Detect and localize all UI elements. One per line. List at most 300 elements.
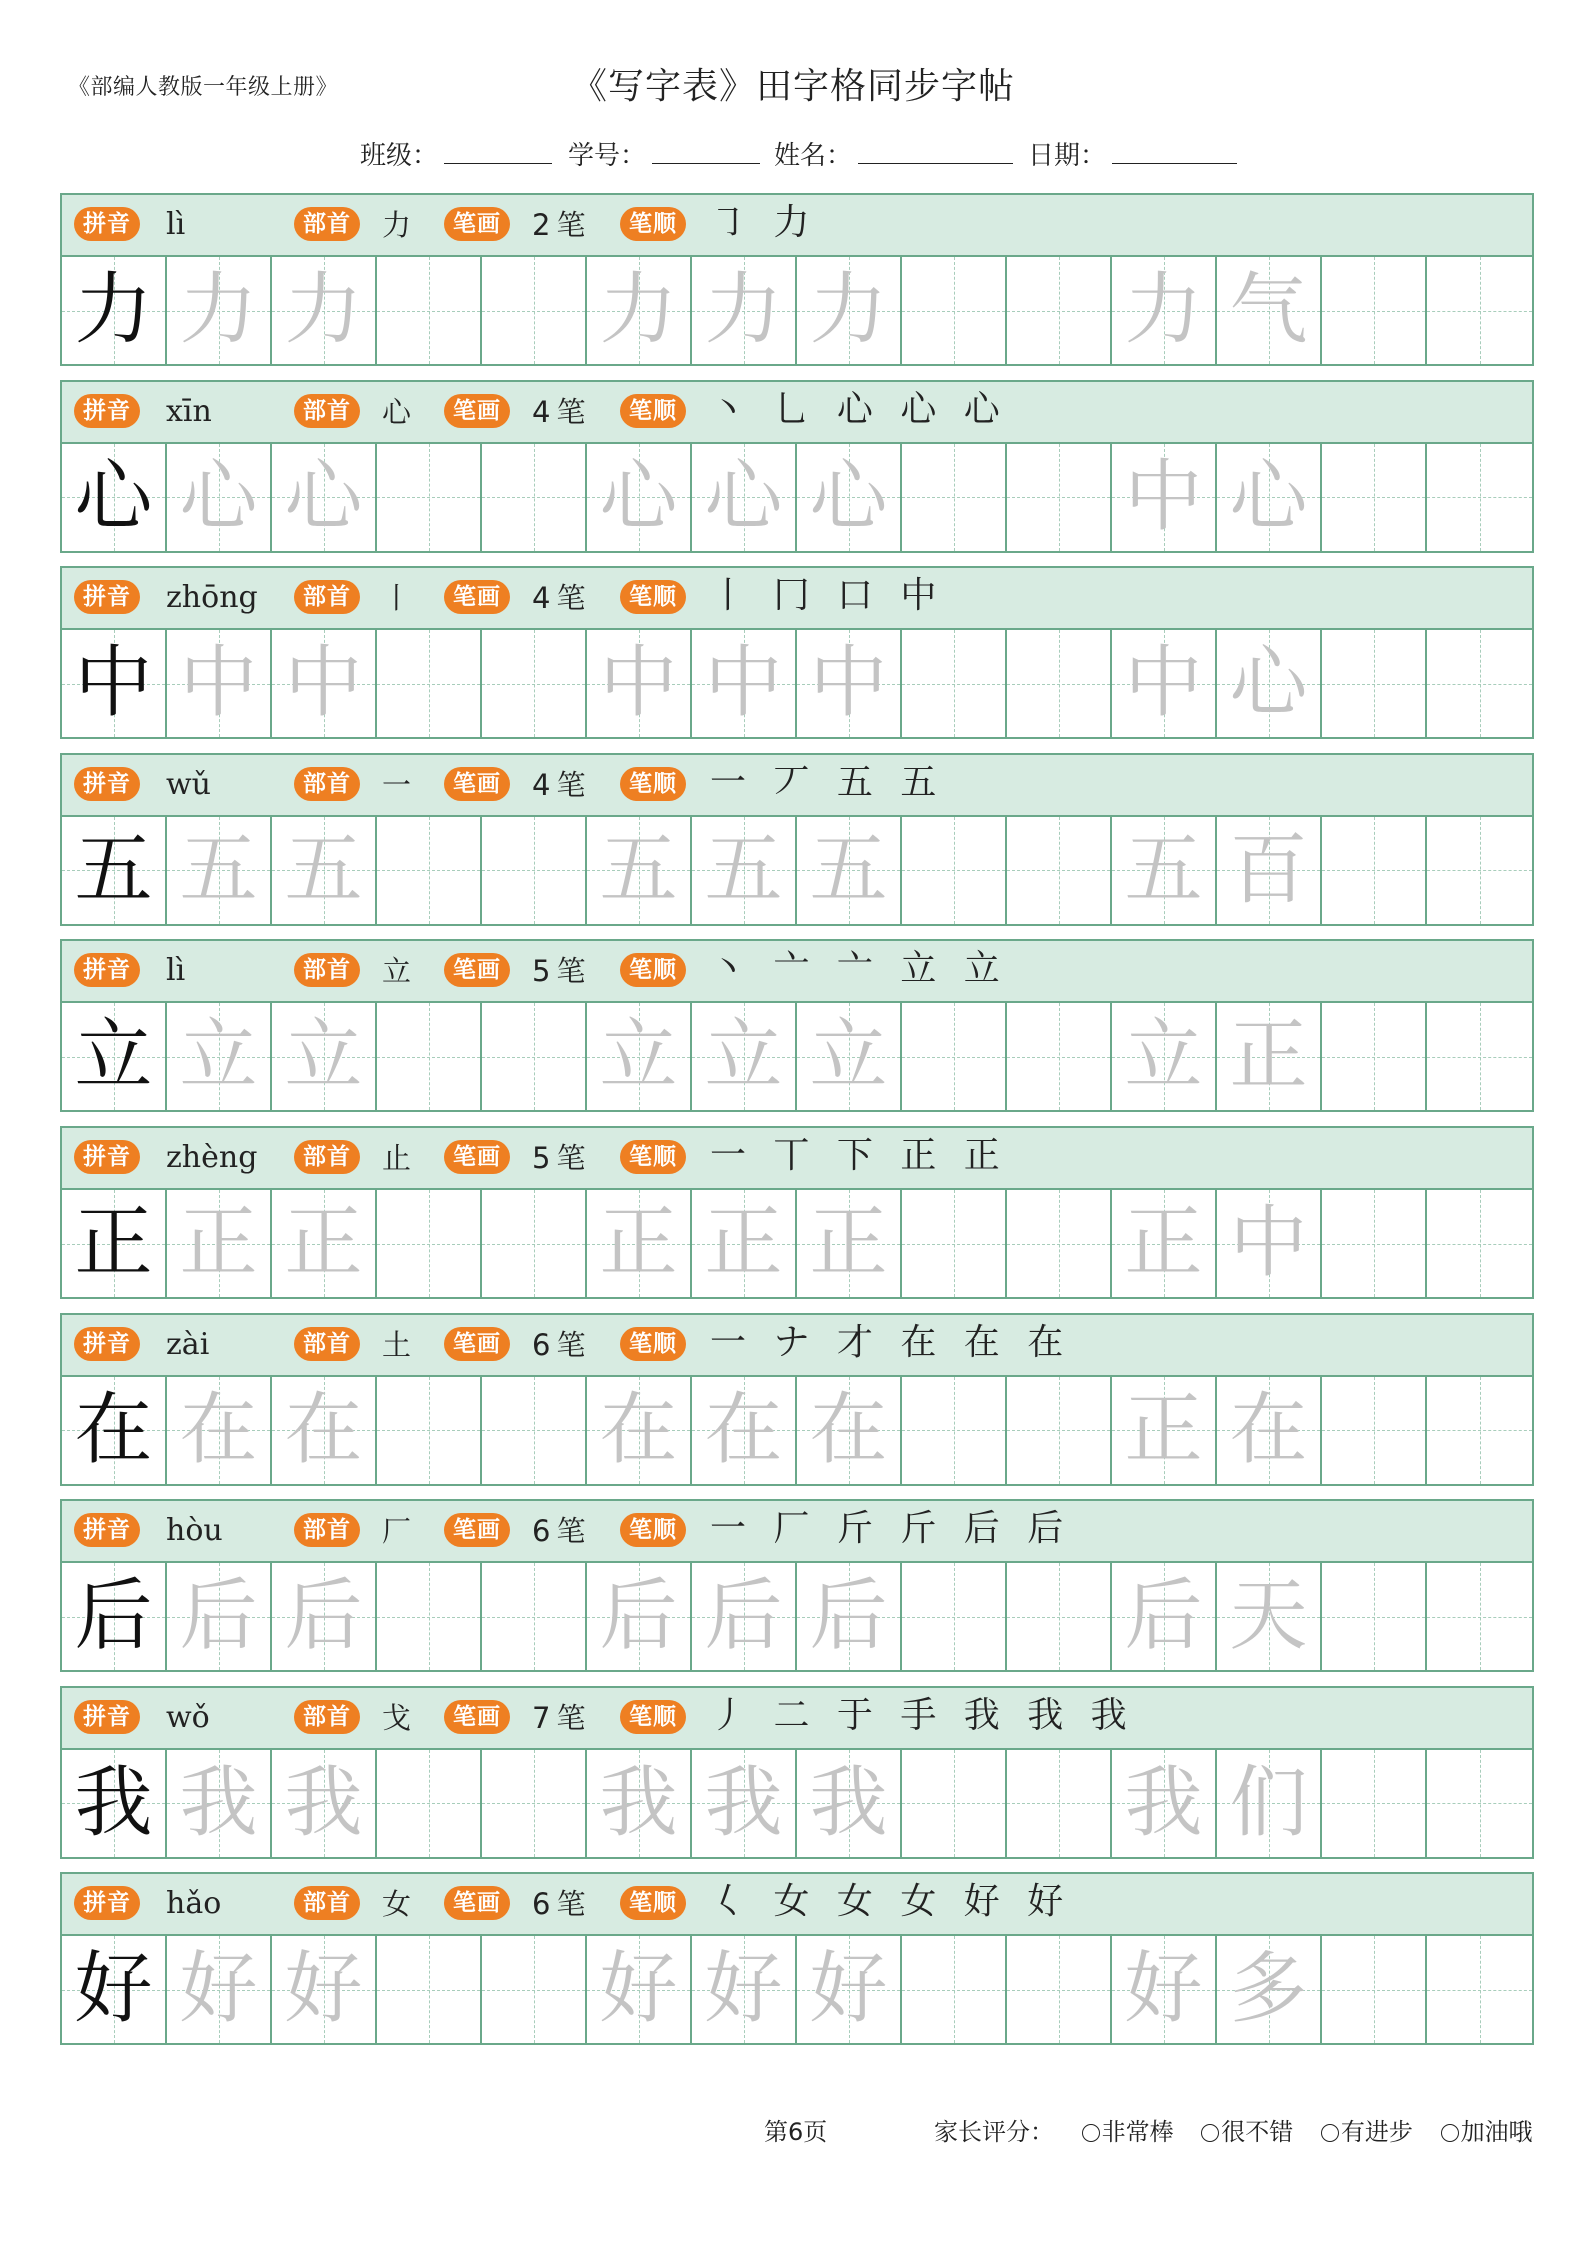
tianzige-cell[interactable] [377, 257, 482, 364]
tianzige-cell[interactable] [797, 1750, 902, 1857]
model-character: 立 [74, 1011, 153, 1102]
tianzige-cell[interactable] [167, 817, 272, 924]
tianzige-cell[interactable] [167, 1936, 272, 2043]
tianzige-cell[interactable] [482, 257, 587, 364]
trace-character: 在 [599, 1384, 678, 1475]
practice-block [60, 1126, 1534, 1299]
tianzige-cell[interactable] [587, 444, 692, 551]
class-field[interactable] [360, 135, 552, 172]
tianzige-cell[interactable] [1112, 1190, 1217, 1297]
tianzige-cell[interactable] [1217, 257, 1322, 364]
stroke-order-sequence: 一 丆 五 五 [710, 761, 945, 803]
tianzige-cell[interactable] [1007, 630, 1112, 737]
radical-value: 止 [382, 1141, 412, 1175]
radical-value: 丨 [382, 581, 412, 616]
radical-value: 立 [382, 954, 412, 989]
tianzige-cell[interactable] [1007, 1003, 1112, 1110]
tianzige-cell[interactable] [587, 1936, 692, 2043]
tianzige-cell[interactable] [62, 1936, 167, 2043]
tianzige-cell[interactable] [587, 1190, 692, 1297]
char-info-bar [62, 1501, 1532, 1563]
tianzige-cell[interactable] [692, 630, 797, 737]
stroke-count [532, 1699, 585, 1737]
pinyin-value: zhèng [166, 1140, 258, 1175]
tianzige-cell[interactable] [1427, 817, 1532, 924]
compare-character: 正 [1229, 1011, 1308, 1102]
tianzige-cell[interactable] [377, 1750, 482, 1857]
tianzige-cell[interactable] [167, 257, 272, 364]
guide-line-horizontal [482, 684, 585, 685]
stroke-count-unit: 笔 [556, 954, 586, 989]
stroke-count-value: 2 [532, 208, 551, 242]
stroke-count-tag: 笔画 [444, 767, 510, 801]
guide-line-horizontal [377, 870, 480, 871]
trace-character: 力 [599, 265, 678, 355]
pinyin-tag: 拼音 [74, 1140, 140, 1174]
guide-line-horizontal [1322, 1803, 1425, 1804]
trace-character: 力 [284, 265, 363, 355]
pinyin-value: wǒ [166, 1699, 210, 1735]
pinyin-tag: 拼音 [74, 953, 140, 987]
trace-character: 后 [284, 1571, 363, 1662]
tianzige-cell[interactable] [902, 444, 1007, 551]
radical-value: 心 [382, 394, 412, 429]
tianzige-cell[interactable] [1112, 1750, 1217, 1857]
parent-score-label: 家长评分： [934, 2118, 1054, 2146]
date-blank[interactable] [1112, 141, 1237, 164]
guide-line-horizontal [1427, 311, 1532, 312]
trace-character: 立 [809, 1011, 888, 1102]
guide-line-horizontal [1007, 1244, 1110, 1245]
pinyin-tag: 拼音 [74, 207, 140, 241]
tianzige-cell[interactable] [377, 444, 482, 551]
guide-line-horizontal [377, 1617, 480, 1618]
tianzige-cell[interactable] [377, 1377, 482, 1484]
char-info-bar [62, 568, 1532, 630]
tianzige-cell[interactable] [377, 1003, 482, 1110]
trace-character: 我 [284, 1757, 363, 1848]
tianzige-cell[interactable] [1007, 1936, 1112, 2043]
tianzige-cell[interactable] [1322, 444, 1427, 551]
tianzige-cell[interactable] [902, 1377, 1007, 1484]
stroke-order-tag: 笔顺 [620, 953, 686, 987]
char-info-bar [62, 1128, 1532, 1190]
tianzige-cell[interactable] [692, 1563, 797, 1670]
tianzige-cell[interactable] [692, 1936, 797, 2043]
trace-character: 后 [179, 1571, 258, 1662]
guide-line-horizontal [902, 684, 1005, 685]
tianzige-cell[interactable] [692, 444, 797, 551]
parent-score [934, 2112, 1533, 2147]
tianzige-cell[interactable] [1427, 1563, 1532, 1670]
tianzige-cell[interactable] [1322, 1750, 1427, 1857]
tianzige-cell[interactable] [1427, 1936, 1532, 2043]
score-option-keep-going[interactable] [1441, 2112, 1533, 2147]
tianzige-cell[interactable] [1217, 630, 1322, 737]
char-info-bar [62, 1688, 1532, 1750]
tianzige-cell[interactable] [1217, 1003, 1322, 1110]
trace-character: 立 [704, 1011, 783, 1102]
tianzige-cell[interactable] [1427, 630, 1532, 737]
guide-line-horizontal [377, 1990, 480, 1991]
tianzige-cell[interactable] [167, 1750, 272, 1857]
tianzige-cell[interactable] [587, 1563, 692, 1670]
tianzige-cell[interactable] [1007, 1190, 1112, 1297]
guide-line-horizontal [377, 1803, 480, 1804]
char-info-bar [62, 1874, 1532, 1936]
tianzige-cell[interactable] [1007, 444, 1112, 551]
guide-line-horizontal [1427, 870, 1532, 871]
guide-line-horizontal [1427, 1244, 1532, 1245]
tianzige-cell[interactable] [272, 1190, 377, 1297]
tianzige-cell[interactable] [1217, 1377, 1322, 1484]
tianzige-cell[interactable] [1217, 1563, 1322, 1670]
tianzige-cell[interactable] [797, 1377, 902, 1484]
trace-character: 五 [284, 824, 363, 915]
practice-block [60, 939, 1534, 1112]
guide-line-horizontal [482, 1057, 585, 1058]
compare-character: 心 [1229, 638, 1308, 729]
stroke-count-value: 6 [532, 1887, 551, 1922]
tianzige-cell[interactable] [482, 1003, 587, 1110]
compare-character: 气 [1229, 265, 1308, 355]
tianzige-cell[interactable] [902, 1750, 1007, 1857]
tianzige-cell[interactable] [482, 1563, 587, 1670]
stroke-count-value: 4 [532, 581, 551, 616]
tianzige-cell[interactable] [1112, 1377, 1217, 1484]
tianzige-cell[interactable] [377, 1936, 482, 2043]
stroke-count [532, 1326, 585, 1364]
student-number-blank[interactable] [652, 141, 760, 164]
stroke-order-sequence: 𡿨 女 女 女 好 好 [710, 1881, 1072, 1923]
tianzige-cell[interactable] [62, 1750, 167, 1857]
trace-character: 我 [809, 1757, 888, 1848]
stroke-order-tag: 笔顺 [620, 207, 686, 241]
date-field[interactable] [1028, 135, 1237, 172]
tianzige-cell[interactable] [692, 1377, 797, 1484]
trace-character: 在 [809, 1384, 888, 1475]
tianzige-cell[interactable] [1112, 1003, 1217, 1110]
guide-line-horizontal [377, 497, 480, 498]
guide-line-horizontal [1322, 1057, 1425, 1058]
stroke-order-sequence: 一 ナ 才 在 在 在 [710, 1321, 1072, 1363]
tianzige-cell[interactable] [482, 1377, 587, 1484]
tianzige-cell[interactable] [902, 630, 1007, 737]
trace-character: 我 [599, 1757, 678, 1848]
tianzige-cell[interactable] [482, 630, 587, 737]
tianzige-cell[interactable] [62, 1003, 167, 1110]
stroke-count-tag: 笔画 [444, 953, 510, 987]
stroke-count-unit: 笔 [556, 208, 586, 242]
tianzige-cell[interactable] [1427, 1190, 1532, 1297]
tianzige-cell[interactable] [902, 817, 1007, 924]
tianzige-cell[interactable] [62, 1190, 167, 1297]
tianzige-cell[interactable] [1217, 1936, 1322, 2043]
tianzige-cell[interactable] [1217, 1190, 1322, 1297]
score-option-progress[interactable] [1321, 2112, 1413, 2147]
trace-character: 正 [809, 1198, 888, 1288]
radical-tag: 部首 [294, 1140, 360, 1174]
radio-circle-icon[interactable] [1321, 2124, 1339, 2142]
guide-line-horizontal [1322, 870, 1425, 871]
tianzige-cell[interactable] [377, 1563, 482, 1670]
stroke-order-sequence: 一 厂 斤 斤 后 后 [710, 1508, 1072, 1550]
guide-line-horizontal [1007, 1990, 1110, 1991]
tianzige-cell[interactable] [167, 1377, 272, 1484]
tianzige-grid [62, 1563, 1532, 1670]
guide-line-horizontal [1427, 1057, 1532, 1058]
stroke-order-tag: 笔顺 [620, 1886, 686, 1920]
stroke-order-sequence: 丨 冂 口 中 [710, 575, 945, 617]
tianzige-cell[interactable] [1322, 630, 1427, 737]
guide-line-horizontal [902, 1990, 1005, 1991]
tianzige-cell[interactable] [1322, 1003, 1427, 1110]
trace-character: 心 [809, 451, 888, 542]
tianzige-cell[interactable] [902, 1003, 1007, 1110]
radical-value: 土 [382, 1327, 412, 1362]
stroke-count-tag: 笔画 [444, 394, 510, 428]
radical-tag: 部首 [294, 580, 360, 614]
tianzige-cell[interactable] [797, 1563, 902, 1670]
model-character: 后 [74, 1571, 153, 1662]
stroke-count-tag: 笔画 [444, 580, 510, 614]
tianzige-cell[interactable] [587, 817, 692, 924]
radical-tag: 部首 [294, 1886, 360, 1920]
tianzige-cell[interactable] [272, 1563, 377, 1670]
tianzige-cell[interactable] [692, 817, 797, 924]
radio-circle-icon[interactable] [1201, 2124, 1219, 2142]
tianzige-cell[interactable] [1007, 1750, 1112, 1857]
tianzige-cell[interactable] [1427, 257, 1532, 364]
tianzige-cell[interactable] [482, 1750, 587, 1857]
stroke-count [532, 1139, 585, 1177]
char-info-bar [62, 941, 1532, 1003]
trace-character: 在 [704, 1384, 783, 1475]
tianzige-cell[interactable] [587, 1377, 692, 1484]
tianzige-cell[interactable] [1217, 1750, 1322, 1857]
tianzige-cell[interactable] [1112, 257, 1217, 364]
tianzige-cell[interactable] [902, 1190, 1007, 1297]
trace-character: 心 [179, 451, 258, 542]
tianzige-cell[interactable] [692, 1750, 797, 1857]
trace-character: 立 [284, 1011, 363, 1102]
class-blank[interactable] [444, 141, 552, 164]
guide-line-horizontal [1007, 311, 1110, 312]
practice-block [60, 566, 1534, 739]
tianzige-cell[interactable] [1112, 444, 1217, 551]
guide-line-horizontal [482, 1617, 585, 1618]
char-info-bar [62, 1315, 1532, 1377]
stroke-count [532, 393, 585, 431]
stroke-order-tag: 笔顺 [620, 1327, 686, 1361]
tianzige-cell[interactable] [797, 1190, 902, 1297]
trace-character: 中 [809, 638, 888, 729]
tianzige-cell[interactable] [1322, 1377, 1427, 1484]
model-character: 力 [74, 265, 153, 355]
tianzige-cell[interactable] [1427, 1003, 1532, 1110]
tianzige-cell[interactable] [902, 257, 1007, 364]
guide-line-horizontal [1427, 1803, 1532, 1804]
score-option-excellent[interactable] [1082, 2112, 1174, 2147]
trace-character: 立 [599, 1011, 678, 1102]
tianzige-cell[interactable] [1322, 257, 1427, 364]
tianzige-cell[interactable] [1112, 630, 1217, 737]
guide-line-horizontal [902, 497, 1005, 498]
tianzige-cell[interactable] [1322, 1563, 1427, 1670]
radical-tag: 部首 [294, 767, 360, 801]
pinyin-tag: 拼音 [74, 394, 140, 428]
tianzige-cell[interactable] [587, 1750, 692, 1857]
tianzige-cell[interactable] [62, 630, 167, 737]
radio-circle-icon[interactable] [1441, 2124, 1459, 2142]
tianzige-cell[interactable] [62, 444, 167, 551]
page-number: 第6页 [764, 2118, 828, 2146]
stroke-count-tag: 笔画 [444, 1327, 510, 1361]
tianzige-cell[interactable] [62, 1377, 167, 1484]
tianzige-cell[interactable] [902, 1563, 1007, 1670]
tianzige-cell[interactable] [272, 817, 377, 924]
tianzige-cell[interactable] [272, 1750, 377, 1857]
tianzige-cell[interactable] [272, 1003, 377, 1110]
tianzige-cell[interactable] [692, 1190, 797, 1297]
tianzige-cell[interactable] [1322, 1936, 1427, 2043]
stroke-count [532, 1885, 585, 1923]
tianzige-cell[interactable] [1007, 1563, 1112, 1670]
model-character: 在 [74, 1384, 153, 1475]
stroke-order-tag: 笔顺 [620, 394, 686, 428]
stroke-count-unit: 笔 [556, 1700, 586, 1735]
guide-line-horizontal [377, 684, 480, 685]
trace-character: 五 [179, 824, 258, 915]
tianzige-cell[interactable] [1322, 1190, 1427, 1297]
tianzige-cell[interactable] [1217, 444, 1322, 551]
char-info-bar [62, 755, 1532, 817]
tianzige-cell[interactable] [167, 1563, 272, 1670]
tianzige-cell[interactable] [1112, 1563, 1217, 1670]
tianzige-cell[interactable] [1427, 444, 1532, 551]
tianzige-cell[interactable] [797, 1003, 902, 1110]
compare-character: 中 [1124, 451, 1203, 542]
tianzige-cell[interactable] [167, 1003, 272, 1110]
tianzige-cell[interactable] [1007, 817, 1112, 924]
tianzige-cell[interactable] [272, 257, 377, 364]
guide-line-horizontal [1322, 684, 1425, 685]
tianzige-grid [62, 257, 1532, 364]
tianzige-cell[interactable] [62, 1563, 167, 1670]
tianzige-cell[interactable] [1427, 1377, 1532, 1484]
tianzige-cell[interactable] [482, 1936, 587, 2043]
tianzige-cell[interactable] [1112, 1936, 1217, 2043]
tianzige-cell[interactable] [167, 444, 272, 551]
stroke-count-tag: 笔画 [444, 1140, 510, 1174]
tianzige-cell[interactable] [167, 630, 272, 737]
tianzige-cell[interactable] [272, 1936, 377, 2043]
practice-block [60, 753, 1534, 926]
tianzige-cell[interactable] [1112, 817, 1217, 924]
tianzige-cell[interactable] [377, 817, 482, 924]
tianzige-cell[interactable] [482, 1190, 587, 1297]
tianzige-cell[interactable] [797, 444, 902, 551]
guide-line-horizontal [482, 1803, 585, 1804]
char-info-bar [62, 195, 1532, 257]
tianzige-cell[interactable] [1217, 817, 1322, 924]
trace-character: 正 [704, 1198, 783, 1288]
name-blank[interactable] [858, 141, 1013, 164]
radio-circle-icon[interactable] [1082, 2124, 1100, 2142]
tianzige-cell[interactable] [797, 257, 902, 364]
tianzige-cell[interactable] [587, 257, 692, 364]
tianzige-grid [62, 1003, 1532, 1110]
stroke-count-tag: 笔画 [444, 1700, 510, 1734]
stroke-count [532, 1512, 585, 1550]
guide-line-horizontal [482, 1430, 585, 1431]
pinyin-tag: 拼音 [74, 580, 140, 614]
tianzige-cell[interactable] [482, 444, 587, 551]
tianzige-cell[interactable] [1007, 1377, 1112, 1484]
compare-character: 后 [1124, 1571, 1203, 1662]
student-number-field[interactable] [568, 135, 760, 172]
score-option-good[interactable] [1201, 2112, 1293, 2147]
radical-value: 厂 [382, 1514, 412, 1549]
trace-character: 好 [704, 1944, 783, 2035]
tianzige-cell[interactable] [272, 444, 377, 551]
tianzige-cell[interactable] [62, 817, 167, 924]
name-field[interactable] [774, 135, 1013, 172]
compare-character: 力 [1124, 265, 1203, 355]
tianzige-cell[interactable] [62, 257, 167, 364]
tianzige-cell[interactable] [797, 630, 902, 737]
stroke-count-unit: 笔 [556, 1327, 586, 1362]
compare-character: 在 [1229, 1384, 1308, 1475]
tianzige-cell[interactable] [797, 817, 902, 924]
tianzige-cell[interactable] [377, 630, 482, 737]
class-label: 班级： [360, 141, 439, 171]
student-number-label: 学号： [568, 141, 647, 171]
pinyin-tag: 拼音 [74, 1886, 140, 1920]
pinyin-value: lì [166, 953, 186, 989]
guide-line-horizontal [1007, 1057, 1110, 1058]
stroke-count-value: 4 [532, 394, 551, 429]
tianzige-cell[interactable] [692, 1003, 797, 1110]
tianzige-cell[interactable] [1322, 817, 1427, 924]
score-option-label: 加油哦 [1460, 2118, 1533, 2146]
tianzige-cell[interactable] [902, 1936, 1007, 2043]
model-character: 五 [74, 824, 153, 915]
name-label: 姓名： [774, 141, 853, 171]
trace-character: 在 [179, 1384, 258, 1475]
tianzige-cell[interactable] [797, 1936, 902, 2043]
trace-character: 好 [284, 1944, 363, 2035]
trace-character: 好 [809, 1944, 888, 2035]
compare-character: 多 [1229, 1944, 1308, 2035]
tianzige-cell[interactable] [1427, 1750, 1532, 1857]
stroke-count-unit: 笔 [556, 767, 586, 802]
tianzige-cell[interactable] [692, 257, 797, 364]
tianzige-cell[interactable] [482, 817, 587, 924]
practice-block [60, 1499, 1534, 1672]
tianzige-cell[interactable] [1007, 257, 1112, 364]
tianzige-cell[interactable] [587, 630, 692, 737]
tianzige-cell[interactable] [377, 1190, 482, 1297]
stroke-count-unit: 笔 [556, 394, 586, 429]
radical-tag: 部首 [294, 394, 360, 428]
tianzige-cell[interactable] [167, 1190, 272, 1297]
tianzige-cell[interactable] [272, 630, 377, 737]
tianzige-cell[interactable] [587, 1003, 692, 1110]
stroke-order-tag: 笔顺 [620, 1700, 686, 1734]
practice-block [60, 1313, 1534, 1486]
tianzige-cell[interactable] [272, 1377, 377, 1484]
